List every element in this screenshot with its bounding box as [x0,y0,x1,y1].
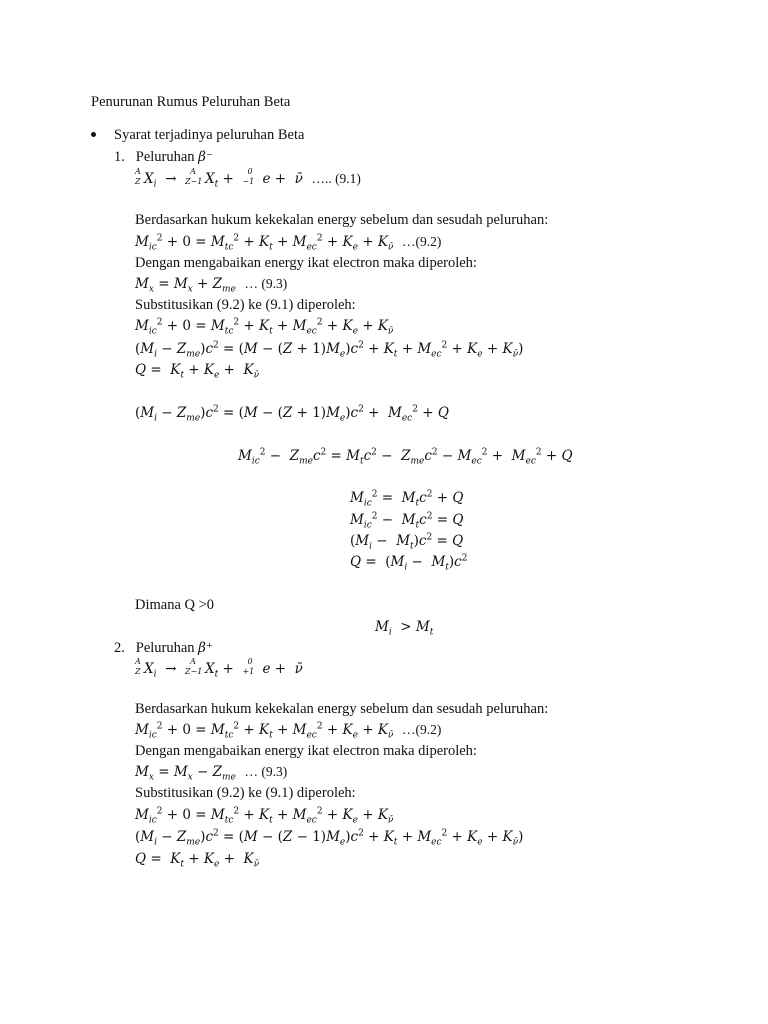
energy-equation-repeat-a: $M_{ic}^2 + 0 = M_{tc}^2 + K_t + M_{ec}^2 + K_e + K_{\nū}$ [135,317,394,337]
q-substitution: $(M_i - Z_{me})c^2 = (M - (Z + 1)M_e)c^2 + M_{ec}^2 + Q$ [135,404,449,424]
simplified-step-1: $M_{ic}^2 = M_tc^2 + Q$ [350,489,464,509]
item2-number: 2. [114,640,125,656]
mass-equation-9-3-b: $M_x = M_x - Z_{me}$ … (9.3) [135,764,288,783]
mass-condition: $M_i > M_t$ [375,619,434,638]
substituted-equation-a: $(M_i - Z_{me})c^2 = (M - (Z + 1)M_e)c^2 + K_t + M_{ec}^2 + K_e + K_{\nū}$) [135,340,524,360]
binding-energy-text-1: Dengan mengabaikan energy ikat electron maka diperoleh: [135,255,477,271]
q-result: $Q = (M_i - M_t)c^2$ [350,553,468,573]
conservation-text-1: Berdasarkan hukum kekekalan energy sebelum dan sesudah peluruhan: [135,212,549,228]
item1-number: 1. [114,149,125,165]
item1-heading [114,148,213,166]
page-title: Penurunan Rumus Peluruhan Beta [91,94,291,110]
equation-ref-9-3: … (9.3) [244,276,288,291]
equation-ref-9-1: ….. (9.1) [311,171,361,186]
substitute-text-2: Substitusikan (9.2) ke (9.1) diperoleh: [135,785,356,801]
item2-label: Peluruhan [135,640,195,656]
item1-label: Peluruhan [135,149,195,165]
expanded-equation: $M_{ic}^2 - Z_{me}c^2 = M_tc^2 - Z_{me}c^2 - M_{ec}^2 + M_{ec}^2 + Q$ [238,447,573,467]
reaction-equation-2: A Z $X_i$ → A Z−1 $X_t$ + 0 +1 e + ν̄ [135,657,303,680]
bullet-dot [91,132,96,137]
substituted-equation-b: $(M_i - Z_{me})c^2 = (M - (Z - 1)M_e)c^2 + K_t + M_{ec}^2 + K_e + K_{\nū}$) [135,828,524,848]
item2-symbol: β⁺ [198,640,214,656]
conservation-text-2: Berdasarkan hukum kekekalan energy sebelum dan sesudah peluruhan: [135,701,549,717]
simplified-step-2: $M_{ic}^2 - M_tc^2 = Q$ [350,511,464,531]
equation-ref-9-2-b: …(9.2) [401,722,442,737]
item1-symbol: β⁻ [198,149,214,165]
mass-equation-9-3-a: $M_x = M_x + Z_{me}$ … (9.3) [135,276,288,295]
equation-ref-9-3-b: … (9.3) [244,764,288,779]
substitute-text-1: Substitusikan (9.2) ke (9.1) diperoleh: [135,297,356,313]
reaction-equation-1: A Z $X_i$ → A Z−1 $X_t$ + 0 −1 e + ν̄ ….. (9.1) [135,167,361,190]
energy-equation-9-2-a: $M_{ic}^2 + 0 = M_{tc}^2 + K_t + M_{ec}^2 + K_e + K_{\nū}$ …(9.2) [135,233,442,253]
binding-energy-text-2: Dengan mengabaikan energy ikat electron maka diperoleh: [135,743,477,759]
equation-ref-9-2: …(9.2) [401,234,442,249]
simplified-step-3: $(M_i - M_t)c^2 = Q$ [350,532,464,552]
item2-heading [114,639,213,657]
q-definition-b: $Q = K_t + K_e + K_{\nū}$ [135,851,260,870]
q-definition-a: $Q = K_t + K_e + K_{\nū}$ [135,362,260,381]
energy-equation-repeat-b: $M_{ic}^2 + 0 = M_{tc}^2 + K_t + M_{ec}^2 + K_e + K_{\nū}$ [135,806,394,826]
condition-text: Dimana Q >0 [135,597,215,613]
energy-equation-9-2-b: $M_{ic}^2 + 0 = M_{tc}^2 + K_t + M_{ec}^2 + K_e + K_{\nū}$ …(9.2) [135,721,442,741]
bullet-text: Syarat terjadinya peluruhan Beta [114,127,305,143]
